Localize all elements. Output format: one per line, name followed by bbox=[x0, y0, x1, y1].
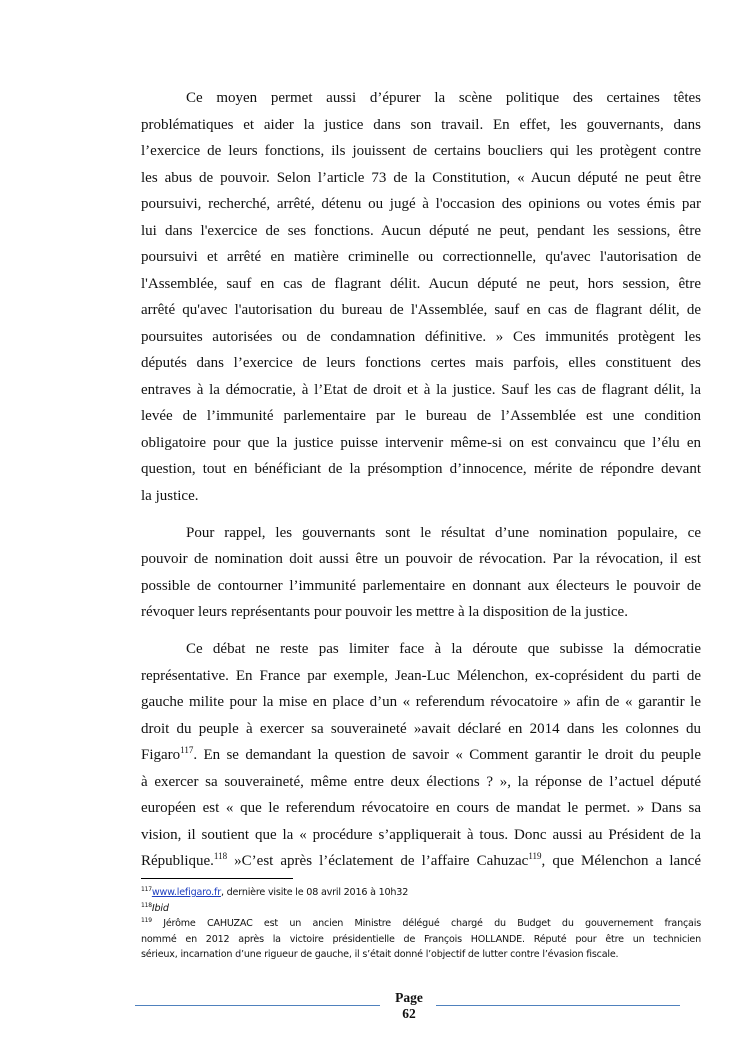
text-line: Pour rappel, les gouvernants sont le résultat d’une nomination populaire, ce bbox=[186, 524, 701, 541]
footnote-separator bbox=[141, 878, 293, 879]
footnote-number: 119 bbox=[141, 917, 152, 925]
paragraph bbox=[141, 87, 701, 511]
footnote-text: nommé en 2012 après la victoire présidentielle de François HOLLANDE. Réputé pour être un technicien bbox=[141, 933, 701, 945]
page-number: 62 bbox=[402, 1006, 416, 1021]
footnote-ref: 118 bbox=[213, 851, 228, 861]
text-line: l’exercice de leurs fonctions, ils jouissent de certains boucliers qui les protègent contre bbox=[141, 143, 701, 159]
text-line: députés dans l’exercice de leurs fonctions certes mais parfois, elles constituent des bbox=[141, 355, 701, 371]
text-segment: »C’est après l’éclatement de l’affaire Cahuzac bbox=[227, 853, 529, 869]
page-label: Page bbox=[395, 990, 423, 1005]
text-line: vision, il soutient que la « procédure s’appliquerait à tous. Donc aussi au Président de la bbox=[141, 826, 701, 843]
footer-rule-right bbox=[436, 1005, 680, 1006]
text-line: européen est « que le referendum révocatoire en cours de mandat le permet. » Dans sa bbox=[141, 800, 701, 816]
text-line: les abus de pouvoir. Selon l’article 73 de la Constitution, « Aucun député ne peut être bbox=[141, 169, 701, 186]
text-line: arrêté qu'avec l'autorisation du bureau de l'Assemblée, sauf en cas de flagrant délit, de bbox=[141, 302, 701, 318]
footnote-number: 118 bbox=[141, 901, 152, 909]
footnote-ref: 119 bbox=[528, 851, 542, 861]
footnote-line bbox=[141, 947, 701, 963]
text-segment: Figaro bbox=[141, 747, 181, 763]
footnote-line bbox=[141, 885, 701, 901]
text-line: gauche milite pour la mise en place d’un « referendum révocatoire » afin de « garantir le bbox=[141, 694, 701, 710]
text-line: possible de contourner l’immunité parlementaire en donnant aux électeurs le pouvoir de bbox=[141, 577, 701, 594]
body-text bbox=[141, 87, 701, 887]
footnote-ibid: Ibid bbox=[151, 902, 169, 914]
text-line: à exercer sa souveraineté, même entre deux élections ? », la réponse de l’actuel député bbox=[141, 773, 701, 790]
footnote-line bbox=[141, 932, 701, 948]
footnote-number: 117 bbox=[141, 886, 152, 893]
text-segment: , que Mélenchon a lancé bbox=[541, 853, 701, 869]
footnote-text: , dernière visite le 08 avril 2016 à 10h32 bbox=[220, 887, 409, 898]
paragraph bbox=[141, 638, 701, 877]
text-line: droit du peuple à exercer sa souveraineté »avait déclaré en 2014 dans les colonnes du bbox=[141, 720, 701, 737]
text-line: poursuivi et arrêté en matière criminelle ou correctionnelle, qu'avec l'autorisation de bbox=[141, 249, 701, 265]
text-line: révoquer leurs représentants pour pouvoir les mettre à la disposition de la justice. bbox=[141, 604, 628, 620]
text-line: lui dans l'exercice de ses fonctions. Aucun député ne peut, pendant les sessions, être bbox=[141, 222, 701, 239]
text-line: Ce moyen permet aussi d’épurer la scène politique des certaines têtes bbox=[186, 90, 701, 106]
paragraph bbox=[141, 522, 701, 628]
footnote-text: sérieux, incarnation d’une rigueur de gauche, il s’était donné l’objectif de lutter contre l’évasion fiscale. bbox=[141, 949, 619, 961]
text-segment: République. bbox=[141, 853, 214, 869]
text-line: entraves à la démocratie, à l’Etat de droit et à la justice. Sauf les cas de flagrant délit, la bbox=[141, 381, 701, 398]
text-line: pouvoir de nomination doit aussi être un pouvoir de révocation. Par la révocation, il est bbox=[141, 551, 701, 567]
footnote-line bbox=[141, 901, 701, 917]
text-line: poursuivi, recherché, arrêté, détenu ou jugé à l'occasion des opinions ou votes émis par bbox=[141, 196, 701, 212]
text-line: l'Assemblée, sauf en cas de flagrant délit. Aucun député ne peut, hors session, être bbox=[141, 275, 701, 292]
text-line bbox=[141, 744, 701, 771]
text-line: levée de l’immunité parlementaire par le bureau de l’Assemblée est une condition bbox=[141, 408, 701, 424]
text-line: Ce débat ne reste pas limiter face à la déroute que subisse la démocratie bbox=[186, 641, 701, 657]
text-line: représentative. En France par exemple, Jean-Luc Mélenchon, ex-coprésident du parti de bbox=[141, 667, 701, 684]
page-number-footer bbox=[384, 990, 434, 1022]
text-line: problématiques et aider la justice dans son travail. En effet, les gouvernants, dans bbox=[141, 116, 701, 133]
text-line: poursuites autorisées ou de condamnation définitive. » Ces immunités protègent les bbox=[141, 328, 701, 345]
text-segment: . En se demandant la question de savoir « Comment garantir le droit du peuple bbox=[193, 747, 701, 763]
footnote-text: Jérôme CAHUZAC est un ancien Ministre délégué chargé du Budget du gouvernement français bbox=[151, 918, 701, 930]
footnote-link[interactable]: www.lefigaro.fr bbox=[151, 887, 221, 898]
text-line bbox=[141, 850, 701, 877]
text-line: la justice. bbox=[141, 487, 199, 504]
footer-rule-left bbox=[135, 1005, 380, 1006]
footnote-line bbox=[141, 916, 701, 932]
text-line: question, tout en bénéficiant de la présomption d’innocence, mérite de répondre devant bbox=[141, 461, 701, 477]
footnotes bbox=[141, 885, 701, 963]
footnote-ref: 117 bbox=[180, 745, 194, 755]
text-line: obligatoire pour que la justice puisse intervenir même-si on est convaincu que l’élu en bbox=[141, 434, 701, 451]
